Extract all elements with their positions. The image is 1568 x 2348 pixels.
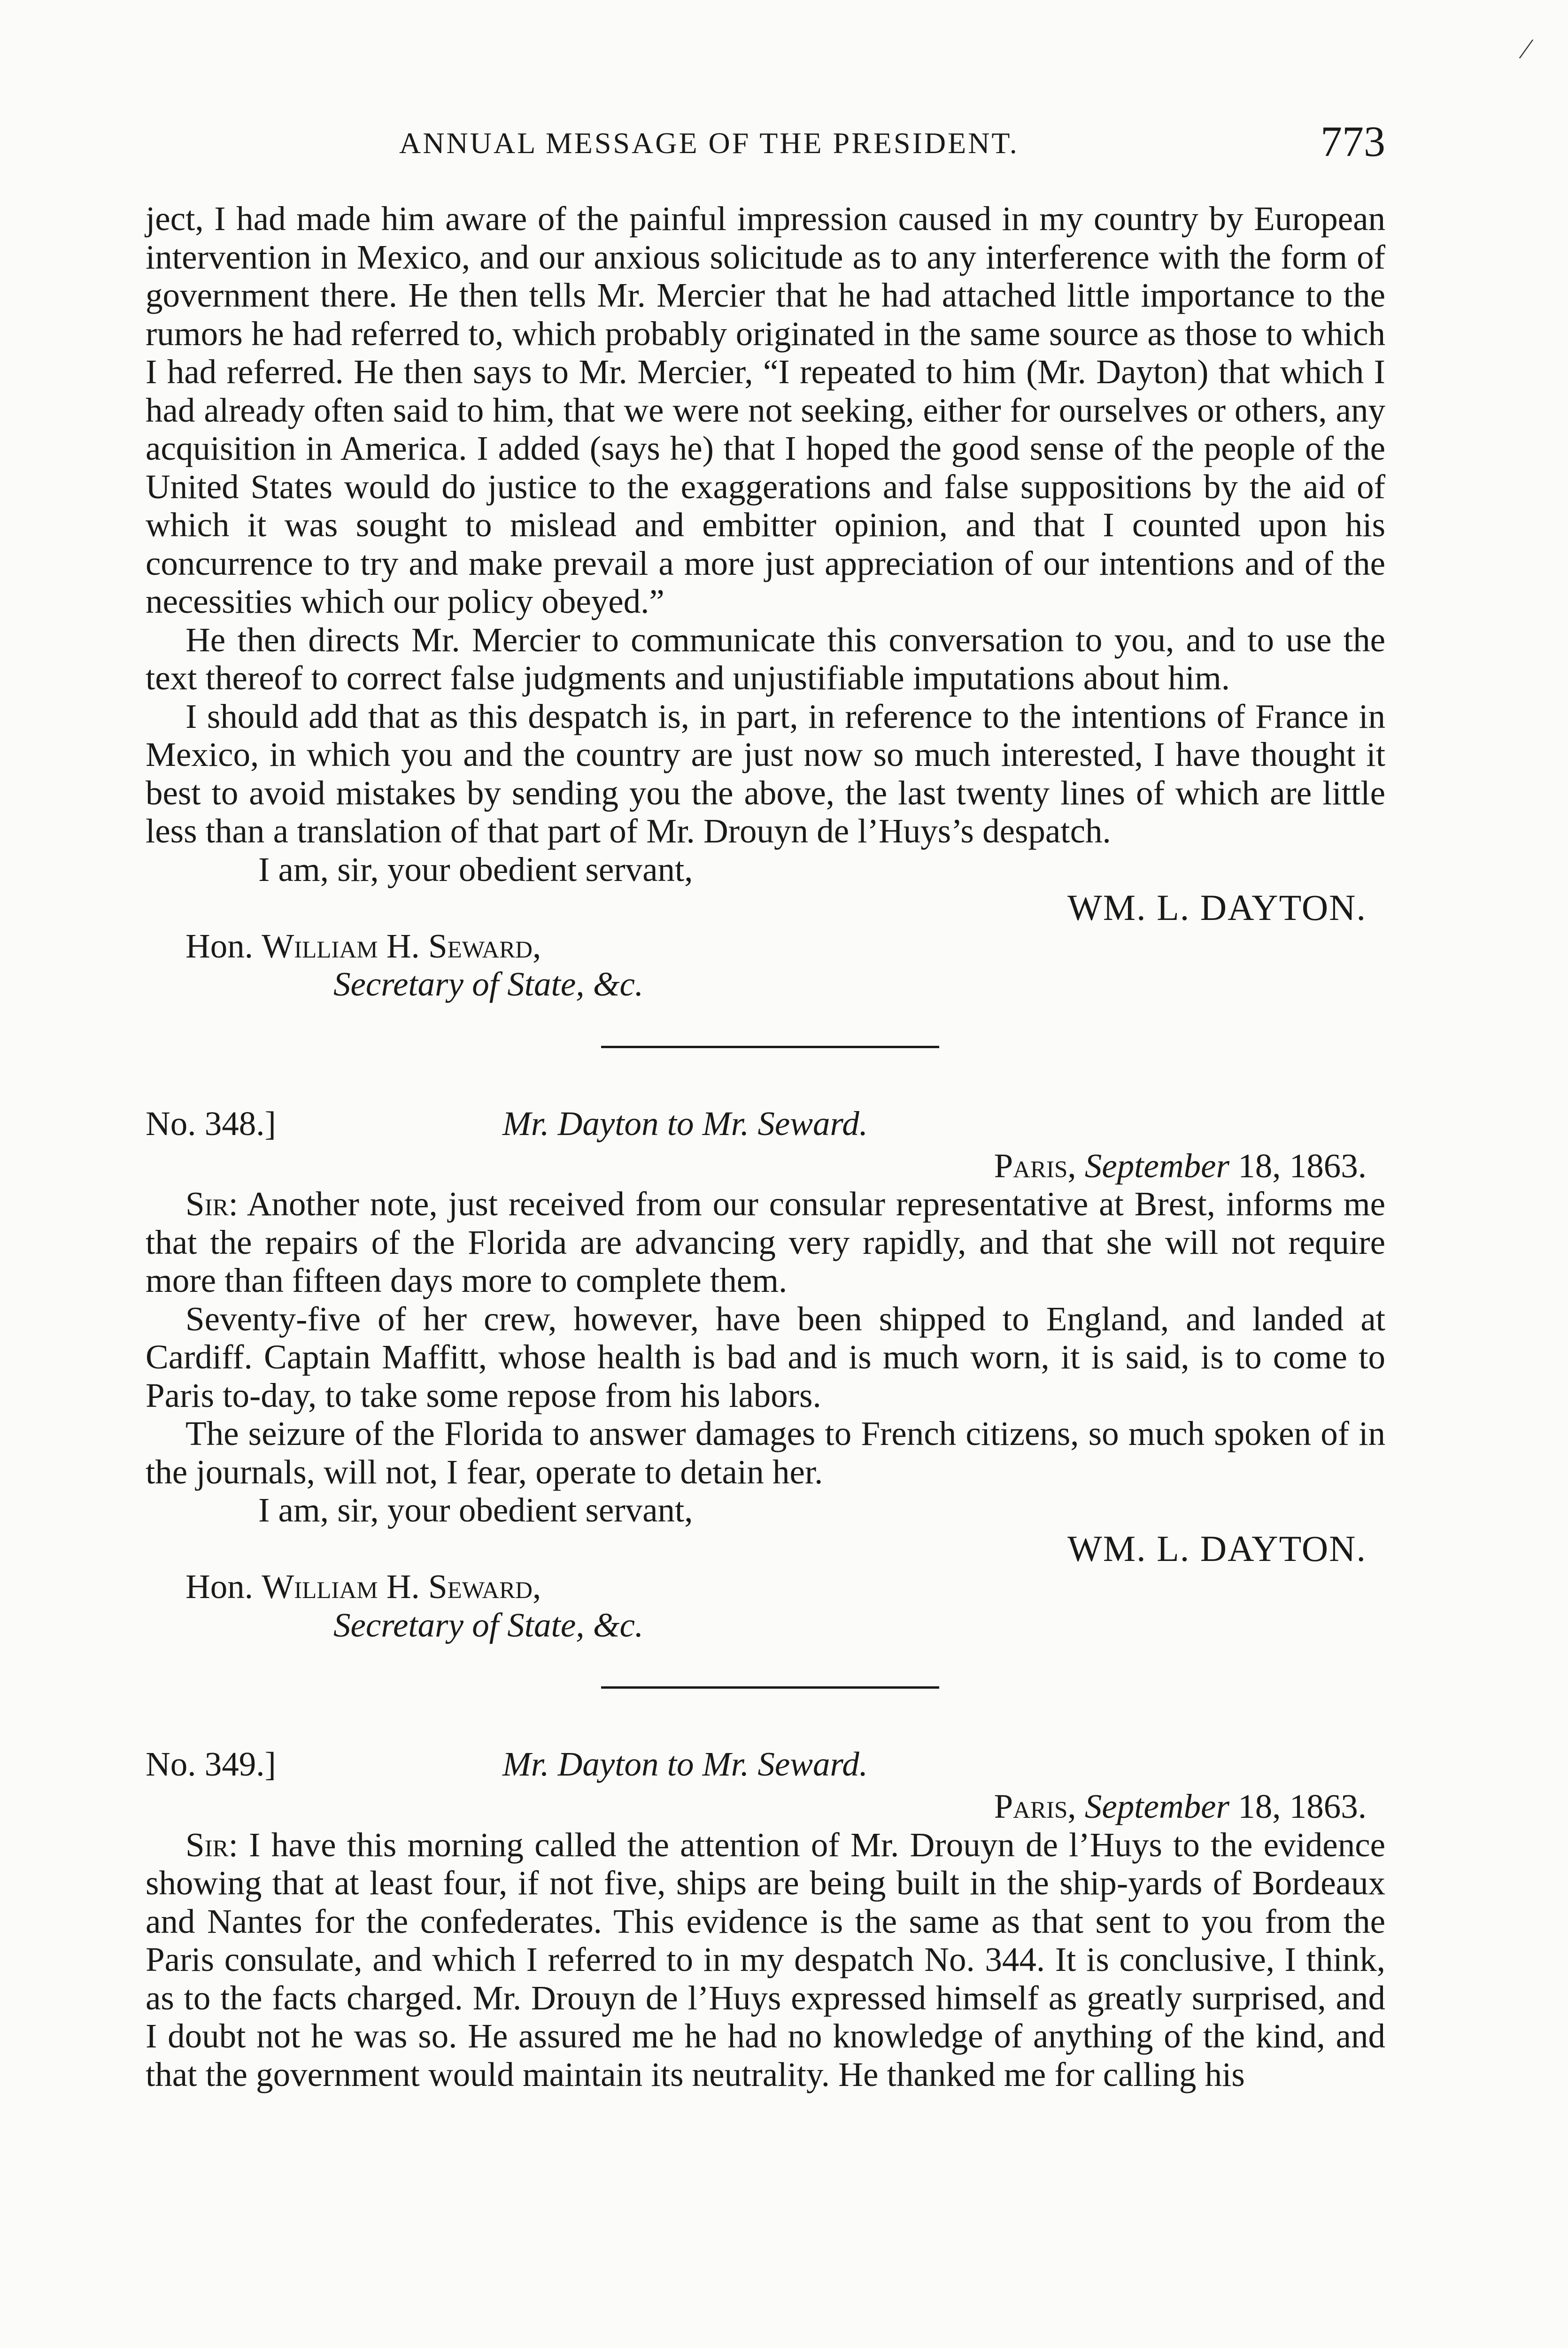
dispatch-title: Mr. Dayton to Mr. Seward. [502,1104,868,1143]
dispatch-348-paragraph-1 [146,1185,1385,1300]
salutation: Sir: [185,1185,238,1223]
signature: WM. L. DAYTON. [1067,1528,1367,1569]
continuation-paragraph-3: I should add that as this despatch is, in part, in reference to the intentions of France in Mexico, in which you and the country are just now so much interested, I have thought it best to avoid mistakes by sending you the above, the last twenty lines of which are little less than a translation of that part of Mr. Drouyn de l’Huys’s despatch. [146,697,1385,850]
continuation-paragraph-2: He then directs Mr. Mercier to communicate this conversation to you, and to use the text thereof to correct false judgments and unjustifiable imputations about him. [146,620,1385,697]
date-month: September [1084,1146,1229,1185]
body-text [146,200,1385,2093]
dispatch-348-paragraph-3: The seizure of the Florida to answer damages to French citizens, so much spoken of in the journals, will not, I fear, operate to detain her. [146,1414,1385,1491]
closing-line: I am, sir, your obedient servant, [258,850,693,888]
date-rest: 18, 1863. [1238,1787,1367,1825]
dispatch-349-paragraph-1 [146,1826,1385,2094]
closing-line: I am, sir, your obedient servant, [258,1491,693,1529]
dispatch-number: No. 349.] [146,1745,276,1783]
dispatch-number: No. 348.] [146,1104,276,1143]
dispatch-348-paragraph-2: Seventy-five of her crew, however, have been shipped to England, and landed at Cardiff. Captain Maffitt, whose health is bad and is much worn, it is said, is to come to Paris to-day, to take some repose from his labors. [146,1299,1385,1414]
dispatch-349-heading [146,1745,1385,1787]
dateline [146,1787,1385,1826]
addressee-name: William H. Seward, [262,927,541,965]
addressee-name: William H. Seward, [262,1568,541,1606]
addressee-title: Secretary of State, &c. [333,1606,644,1644]
margin-mark: ⁄ [1524,33,1529,64]
date-place: Paris, [994,1146,1076,1185]
addressee-line [146,927,1385,965]
dispatch-title: Mr. Dayton to Mr. Seward. [502,1745,868,1783]
date-rest: 18, 1863. [1238,1146,1367,1185]
dateline [146,1147,1385,1185]
date-month: September [1084,1787,1229,1825]
addressee-hon: Hon. [185,1568,253,1606]
date-place: Paris, [994,1787,1076,1825]
running-head: ANNUAL MESSAGE OF THE PRESIDENT. [399,126,1019,160]
section-divider [601,1686,939,1689]
salutation: Sir: [185,1825,238,1864]
addressee-line [146,1568,1385,1606]
page-number: 773 [1321,117,1385,165]
signature: WM. L. DAYTON. [1067,887,1367,928]
paragraph-text: Another note, just received from our consular representative at Brest, informs me that the repairs of the Florida are advancing very rapidly, and that she will not require more than fifteen days more to complete them. [146,1185,1385,1299]
section-divider [601,1046,939,1048]
page-header [146,116,1385,168]
continuation-paragraph-1: ject, I had made him aware of the painful impression caused in my country by European intervention in Mexico, and our anxious solicitude as to any interference with the form of government there. He then tells Mr. Mercier that he had attached little importance to the rumors he had referred to, which probably originated in the same source as those to which I had referred. He then says to Mr. Mercier, “I repeated to him (Mr. Dayton) that which I had already often said to him, that we were not seeking, either for ourselves or others, any acquisition in America. I added (says he) that I hoped the good sense of the people of the United States would do justice to the exaggerations and false suppositions by the aid of which it was sought to mislead and embitter opinion, and that I counted upon his concurrence to try and make prevail a more just appreciation of our intentions and of the necessities which our policy obeyed.” [146,200,1385,620]
paragraph-text: I have this morning called the attention of Mr. Drouyn de l’Huys to the evidence showing that at least four, if not five, ships are being built in the ship-yards of Bordeaux and Nantes for the confederates. This evidence is the same as that sent to you from the Paris consulate, and which I referred to in my despatch No. 344. It is conclusive, I think, as to the facts charged. Mr. Drouyn de l’Huys expressed himself as greatly surprised, and I doubt not he was so. He assured me he had no knowledge of anything of the kind, and that the government would maintain its neutrality. He thanked me for calling his [146,1825,1386,2093]
addressee-hon: Hon. [185,927,253,965]
addressee-title: Secretary of State, &c. [333,965,644,1003]
dispatch-348-heading [146,1104,1385,1147]
